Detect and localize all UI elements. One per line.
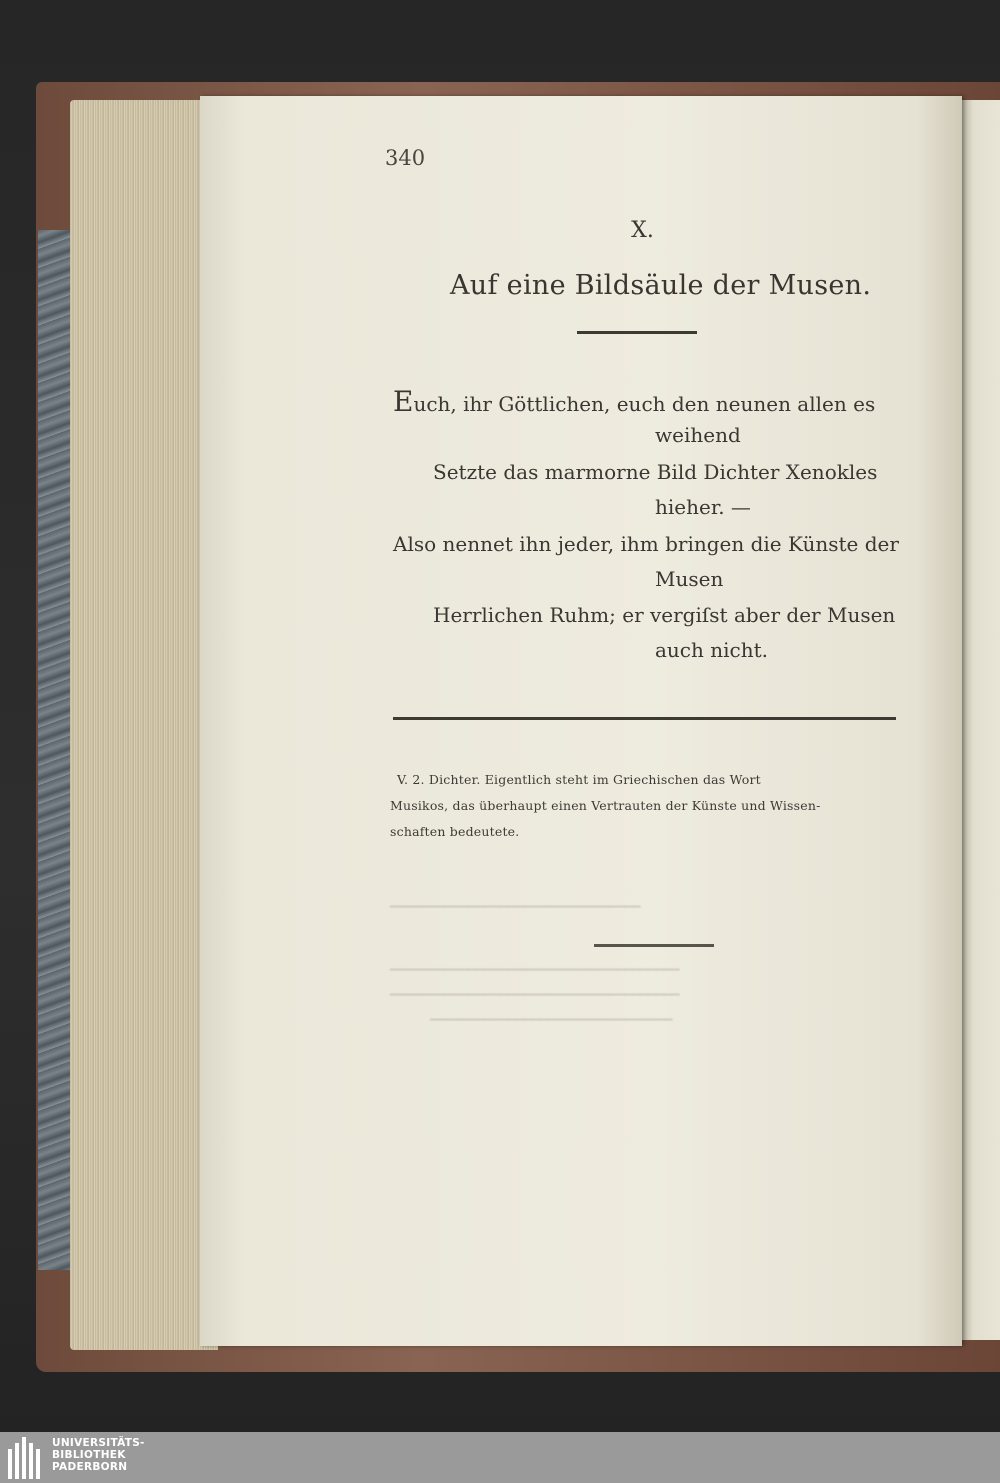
footnote-line-2: Musikos, das überhaupt einen Vertrauten der Künste und Wissen- xyxy=(390,798,821,813)
title-rule xyxy=(577,331,697,334)
verse-line-3: Setzte das marmorne Bild Dichter Xenokles xyxy=(433,460,878,484)
verse-line-5: Also nennet ihn jeder, ihm bringen die Künste der xyxy=(393,532,899,556)
footnote-line-3: schaften bedeutete. xyxy=(390,824,520,839)
verse-line-7: Herrlichen Ruhm; er vergiſst aber der Musen xyxy=(433,603,896,627)
library-logo-text xyxy=(52,1437,145,1473)
footnote-line-1: V. 2. Dichter. Eigentlich steht im Griechischen das Wort xyxy=(397,772,761,787)
verse-line-2: weihend xyxy=(655,423,741,447)
verse-line-1 xyxy=(393,385,875,418)
library-name-line-2: BIBLIOTHEK xyxy=(52,1449,126,1461)
page-number: 340 xyxy=(385,146,426,170)
poem-title: Auf eine Bildsäule der Musen. xyxy=(450,270,872,301)
verse-line-4: hieher. — xyxy=(655,495,751,519)
show-through-text: ━━━━━━━━━━━━━━━━━━━━━━━━━━━━━━━ xyxy=(430,1013,673,1028)
library-name-line-3: PADERBORN xyxy=(52,1461,128,1473)
facing-page-edge xyxy=(962,100,1000,1340)
show-through-text: ━━━━━━━━━━━━━━━━━━━━━━━━━━━━━━━━ xyxy=(390,900,641,915)
footnote-rule xyxy=(393,717,896,720)
closing-rule xyxy=(594,944,714,947)
verse-line-8: auch nicht. xyxy=(655,638,768,662)
verse-line-6: Musen xyxy=(655,567,724,591)
show-through-text: ━━━━━━━━━━━━━━━━━━━━━━━━━━━━━━━━━━━━━ xyxy=(390,963,680,978)
show-through-text: ━━━━━━━━━━━━━━━━━━━━━━━━━━━━━━━━━━━━━ xyxy=(390,988,680,1003)
page-edges xyxy=(70,100,218,1350)
library-name-line-1: UNIVERSITÄTS- xyxy=(52,1437,145,1449)
drop-initial: E xyxy=(393,385,414,418)
library-logo-icon xyxy=(8,1437,44,1479)
section-numeral: X. xyxy=(631,218,654,243)
verse-line-1-text: uch, ihr Göttlichen, euch den neunen allen es xyxy=(413,392,876,416)
library-footer xyxy=(0,1432,1000,1483)
